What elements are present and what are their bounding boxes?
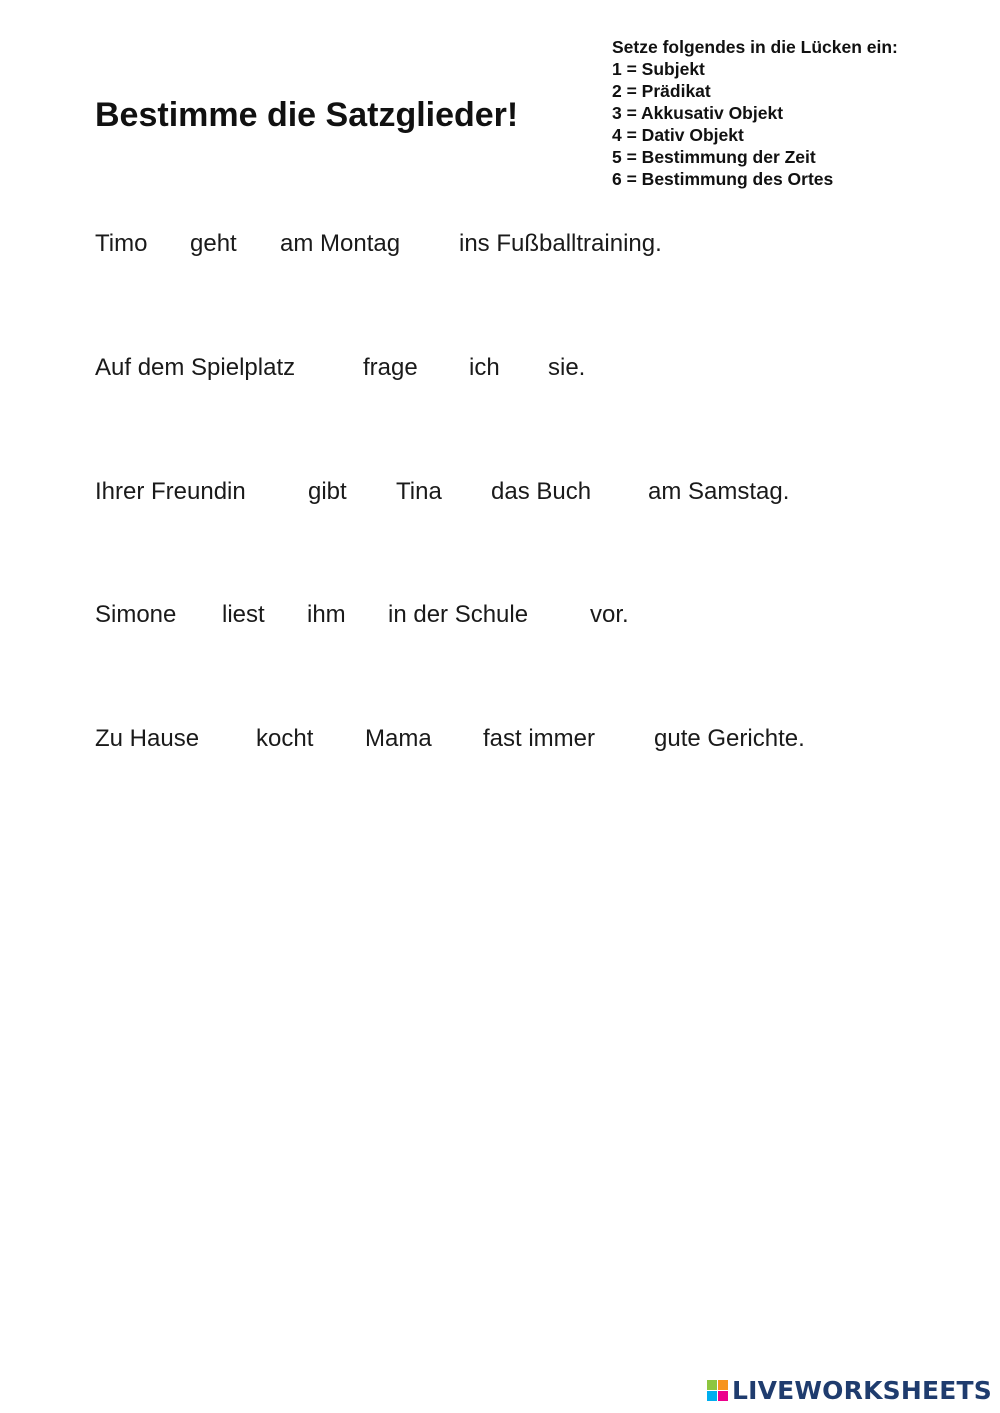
logo-square [707,1391,717,1401]
sentence-word: fast immer [483,725,596,752]
sentence-word: vor. [590,601,629,628]
page-title: Bestimme die Satzglieder! [95,96,519,134]
sentence-word: ihm [307,601,346,628]
legend-heading: Setze folgendes in die Lücken ein: [612,37,898,57]
legend-item: 3 = Akkusativ Objekt [612,103,784,123]
sentence-word: das Buch [491,478,592,505]
legend-item: 4 = Dativ Objekt [612,125,744,145]
sentence-word: liest [222,601,265,628]
legend-item: 5 = Bestimmung der Zeit [612,147,816,167]
sentence-word: am Samstag. [648,478,790,505]
sentence-word: kocht [256,725,314,752]
sentence-word: am Montag [280,230,401,257]
liveworksheets-logo [707,1375,992,1405]
sentence-4 [95,601,975,633]
sentence-5 [95,725,975,757]
sentence-word: sie. [548,354,586,381]
logo-square [718,1380,728,1390]
sentence-1 [95,230,975,262]
sentence-word: geht [190,230,237,257]
legend-item: 1 = Subjekt [612,59,705,79]
legend-item: 6 = Bestimmung des Ortes [612,169,834,189]
legend [612,36,898,190]
sentence-word: ins Fußballtraining. [459,230,662,257]
sentence-word: gibt [308,478,347,505]
sentence-2 [95,354,975,386]
sentence-word: ich [469,354,500,381]
logo-square [707,1380,717,1390]
sentence-word: Ihrer Freundin [95,478,246,505]
sentence-word: Tina [396,478,442,505]
sentence-word: gute Gerichte. [654,725,805,752]
liveworksheets-logo-icon [707,1380,728,1401]
sentence-word: Simone [95,601,177,628]
legend-item: 2 = Prädikat [612,81,711,101]
logo-text: LIVEWORKSHEETS [731,1375,992,1405]
sentence-word: in der Schule [388,601,529,628]
sentence-word: Zu Hause [95,725,200,752]
sentence-word: Auf dem Spielplatz [95,354,296,381]
logo-square [718,1391,728,1401]
sentence-word: Mama [365,725,432,752]
sentence-word: frage [363,354,418,381]
sentence-3 [95,478,975,510]
sentence-word: Timo [95,230,148,257]
